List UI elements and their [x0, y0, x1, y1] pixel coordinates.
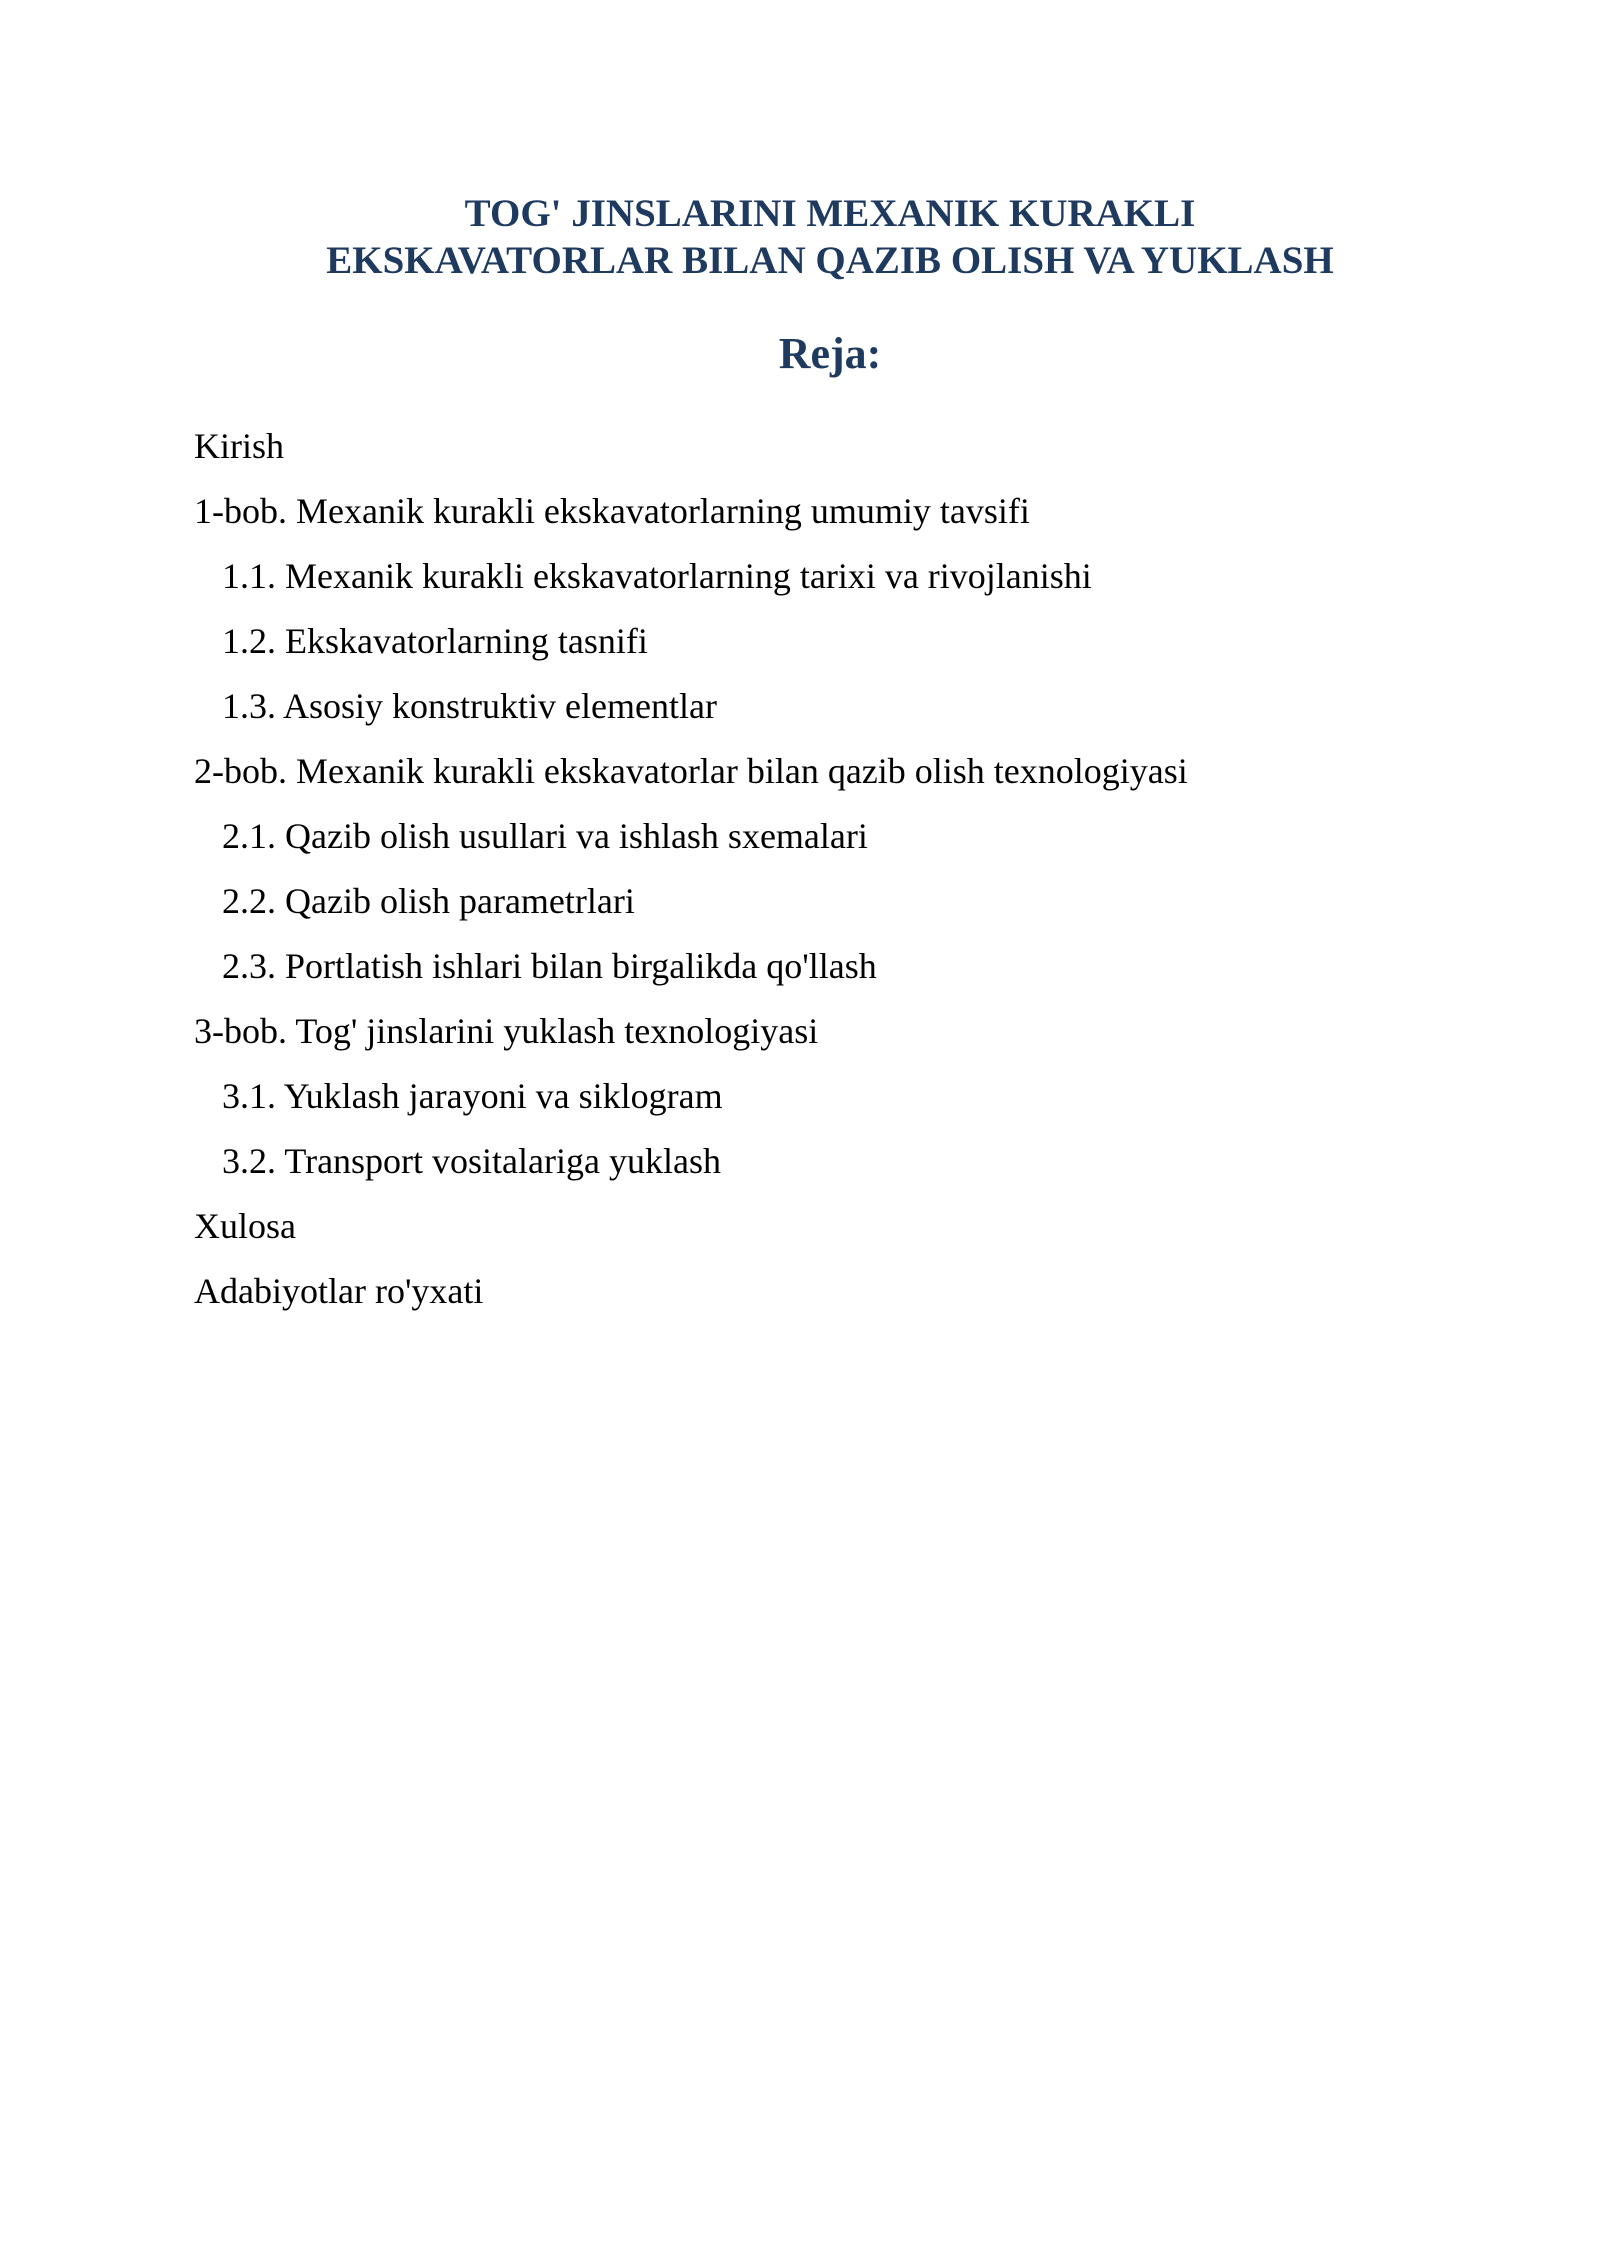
toc-item-section-2-3: 2.3. Portlatish ishlari bilan birgalikda qo'llash	[222, 946, 877, 986]
toc-item-introduction: Kirish	[194, 426, 284, 466]
toc-item-section-2-2: 2.2. Qazib olish parametrlari	[222, 881, 635, 921]
toc-item-section-3-1: 3.1. Yuklash jarayoni va siklogram	[222, 1076, 723, 1116]
toc-item-section-1-1: 1.1. Mexanik kurakli ekskavatorlarning tarixi va rivojlanishi	[222, 556, 1092, 596]
toc-item-section-1-2: 1.2. Ekskavatorlarning tasnifi	[222, 621, 648, 661]
title-line-2: EKSKAVATORLAR BILAN QAZIB OLISH VA YUKLASH	[326, 239, 1334, 282]
toc-item-conclusion: Xulosa	[194, 1206, 296, 1246]
toc-item-section-3-2: 3.2. Transport vositalariga yuklash	[222, 1141, 721, 1181]
toc-item-section-2-1: 2.1. Qazib olish usullari va ishlash sxemalari	[222, 816, 868, 856]
plan-heading: Reja:	[778, 329, 882, 378]
table-of-contents	[194, 414, 1188, 1324]
document-title	[0, 190, 1600, 284]
toc-item-references: Adabiyotlar ro'yxati	[194, 1271, 484, 1311]
toc-item-chapter-1: 1-bob. Mexanik kurakli ekskavatorlarning umumiy tavsifi	[194, 491, 1030, 531]
toc-item-chapter-2: 2-bob. Mexanik kurakli ekskavatorlar bilan qazib olish texnologiyasi	[194, 751, 1188, 791]
toc-item-chapter-3: 3-bob. Tog' jinslarini yuklash texnologiyasi	[194, 1011, 819, 1051]
toc-item-section-1-3: 1.3. Asosiy konstruktiv elementlar	[222, 686, 717, 726]
title-line-1: TOG' JINSLARINI MEXANIK KURAKLI	[464, 192, 1196, 235]
